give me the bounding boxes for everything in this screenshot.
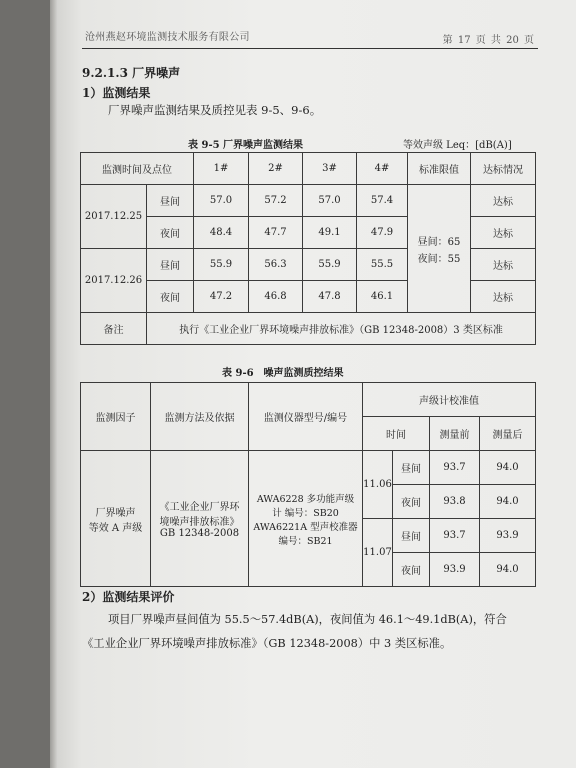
value-cell: 57.0 — [303, 185, 357, 217]
method-line: 境噪声排放标准》 — [159, 517, 240, 528]
table2-header-row — [81, 383, 536, 417]
instrument-line: 计 编号：SB20 — [272, 507, 339, 519]
status-cell: 达标 — [471, 185, 536, 217]
value-cell: 46.8 — [249, 281, 303, 313]
date-cell: 2017.12.26 — [81, 249, 147, 313]
after-cell: 94.0 — [480, 553, 536, 587]
page-spine-shadow — [50, 0, 58, 768]
table1-header-cell: 2# — [249, 153, 303, 185]
method-line: 《工业企业厂界环 — [159, 502, 240, 513]
table1-note-row — [81, 313, 536, 345]
note-label-cell: 备注 — [81, 313, 147, 345]
value-cell: 47.7 — [249, 217, 303, 249]
table1-header-cell: 4# — [357, 153, 408, 185]
table1-unit: 等效声级 Leq：[dB(A)] — [403, 140, 512, 151]
table2-caption: 表 9-6 噪声监测质控结果 — [222, 368, 344, 379]
value-cell: 47.9 — [357, 217, 408, 249]
period-cell: 昼间 — [147, 185, 194, 217]
value-cell: 57.4 — [357, 185, 408, 217]
factor-line: 厂界噪声 — [95, 507, 136, 519]
table1-header-cell: 达标情况 — [471, 153, 536, 185]
factor-cell — [81, 451, 151, 587]
header-before: 测量前 — [430, 417, 480, 451]
header-instrument: 监测仪器型号/编号 — [249, 383, 363, 451]
standard-limit-cell — [408, 185, 471, 313]
date-cell: 11.07 — [363, 519, 393, 587]
section-title: 9.2.1.3 厂界噪声 — [82, 66, 181, 80]
evaluation-line-2: 《工业企业厂界环境噪声排放标准》（GB 12348-2008）中 3 类区标准。 — [82, 637, 452, 650]
period-cell: 夜间 — [147, 281, 194, 313]
value-cell: 49.1 — [303, 217, 357, 249]
value-cell: 55.9 — [194, 249, 249, 281]
instrument-cell — [249, 451, 363, 587]
period-cell: 昼间 — [147, 249, 194, 281]
subsection-results-title: 1）监测结果 — [82, 86, 151, 100]
value-cell: 57.2 — [249, 185, 303, 217]
evaluation-line-1: 项目厂界噪声昼间值为 55.5～57.4dB(A)，夜间值为 46.1～49.1dB(A)，符合 — [108, 613, 507, 626]
header-time: 时间 — [363, 417, 430, 451]
period-cell: 夜间 — [393, 553, 430, 587]
after-cell: 93.9 — [480, 519, 536, 553]
table1-header-cell: 监测时间及点位 — [81, 153, 194, 185]
subsection-evaluation-title: 2）监测结果评价 — [82, 590, 175, 604]
table1-header-cell: 3# — [303, 153, 357, 185]
period-cell: 昼间 — [393, 451, 430, 485]
period-cell: 昼间 — [393, 519, 430, 553]
instrument-line: AWA6221A 型声校准器 — [253, 521, 358, 533]
limit-day: 昼间：65 — [417, 236, 461, 248]
before-cell: 93.7 — [430, 451, 480, 485]
table1-caption: 表 9-5 厂界噪声监测结果 — [188, 140, 304, 151]
after-cell: 94.0 — [480, 485, 536, 519]
instrument-line: AWA6228 多功能声级 — [256, 493, 355, 505]
limit-night: 夜间：55 — [417, 253, 461, 265]
value-cell: 46.1 — [357, 281, 408, 313]
header-calibration: 声级计校准值 — [363, 383, 536, 417]
note-text-cell: 执行《工业企业厂界环境噪声排放标准》（GB 12348-2008）3 类区标准 — [147, 313, 536, 345]
period-cell: 夜间 — [147, 217, 194, 249]
after-cell: 94.0 — [480, 451, 536, 485]
before-cell: 93.8 — [430, 485, 480, 519]
header-page-info: 第 17 页 共 20 页 — [442, 35, 534, 46]
table1-header-cell: 1# — [194, 153, 249, 185]
status-cell: 达标 — [471, 281, 536, 313]
period-cell: 夜间 — [393, 485, 430, 519]
header-factor: 监测因子 — [81, 383, 151, 451]
factor-line: 等效 A 声级 — [88, 522, 143, 534]
header-after: 测量后 — [480, 417, 536, 451]
date-cell: 2017.12.25 — [81, 185, 147, 249]
method-line: GB 12348-2008 — [159, 528, 240, 539]
method-cell — [151, 451, 249, 587]
value-cell: 47.2 — [194, 281, 249, 313]
value-cell: 48.4 — [194, 217, 249, 249]
value-cell: 56.3 — [249, 249, 303, 281]
header-rule — [82, 48, 538, 49]
header-company: 沧州燕赵环境监测技术服务有限公司 — [85, 32, 250, 43]
table1-header-row — [81, 153, 536, 185]
value-cell: 57.0 — [194, 185, 249, 217]
table-row — [81, 451, 536, 485]
date-cell: 11.06 — [363, 451, 393, 519]
header-method: 监测方法及依据 — [151, 383, 249, 451]
document-page — [50, 0, 576, 768]
intro-paragraph: 厂界噪声监测结果及质控见表 9-5、9-6。 — [108, 103, 322, 117]
noise-results-table — [80, 152, 536, 345]
value-cell: 55.5 — [357, 249, 408, 281]
table-row — [81, 185, 536, 217]
before-cell: 93.9 — [430, 553, 480, 587]
qc-results-table — [80, 382, 536, 587]
before-cell: 93.7 — [430, 519, 480, 553]
value-cell: 55.9 — [303, 249, 357, 281]
value-cell: 47.8 — [303, 281, 357, 313]
status-cell: 达标 — [471, 217, 536, 249]
instrument-line: 编号：SB21 — [278, 535, 333, 547]
table1-header-cell: 标准限值 — [408, 153, 471, 185]
status-cell: 达标 — [471, 249, 536, 281]
